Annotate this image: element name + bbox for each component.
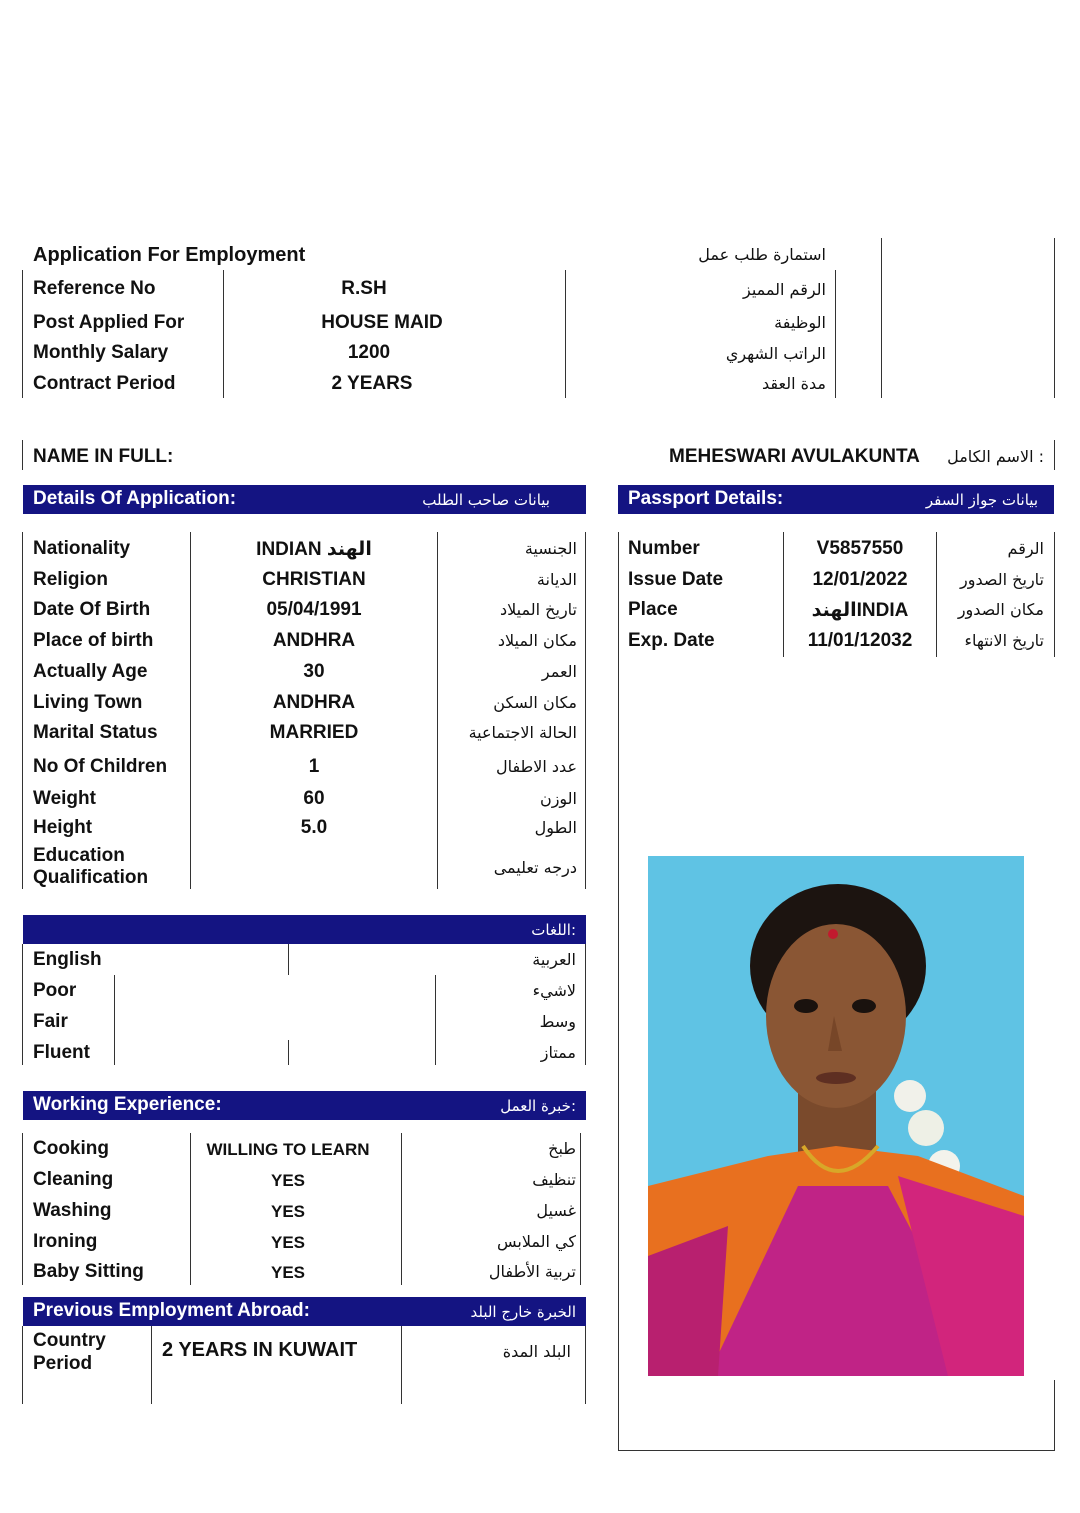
passport-row-label-ar: مكان الصدور [957, 600, 1044, 619]
passport-row-label: Number [628, 538, 700, 559]
details-row-label: Place of birth [33, 630, 154, 651]
experience-row-label-ar: تربية الأطفال [488, 1262, 576, 1281]
passport-row-value: V5857550 [816, 538, 904, 559]
name-label: NAME IN FULL: [33, 446, 174, 467]
details-row-value: 30 [303, 661, 325, 682]
experience-row-value: YES [270, 1171, 306, 1190]
passport-row-label-ar: تاريخ الصدور [960, 570, 1044, 589]
details-row-label: Weight [33, 788, 96, 809]
experience-title-ar: خبرة العمل: [500, 1097, 576, 1115]
abroad-title: Previous Employment Abroad: [33, 1300, 310, 1321]
passport-row-label: Issue Date [628, 569, 724, 590]
language-header-label: English [33, 949, 102, 970]
details-title-ar: بيانات صاحب الطلب [422, 491, 550, 509]
languages-header-bar [23, 915, 586, 944]
language-level-label-ar: لاشيء [532, 981, 576, 1000]
abroad-label-ar: البلد المدة [502, 1342, 571, 1361]
details-row-label-ar: مكان السكن [493, 693, 577, 712]
experience-row-label: Washing [33, 1200, 112, 1221]
details-row-label: Living Town [33, 692, 143, 713]
experience-header-bar [23, 1091, 586, 1120]
abroad-value: 2 YEARS IN KUWAIT [162, 1339, 358, 1361]
details-header-bar [23, 485, 586, 514]
experience-row-value: YES [270, 1233, 306, 1252]
details-row-label-ar: تاريخ الميلاد [500, 600, 577, 619]
contract-label-ar: مدة العقد [762, 374, 826, 393]
abroad-title-ar: الخبرة خارج البلد [470, 1303, 576, 1321]
experience-row-label-ar: كي الملابس [496, 1232, 576, 1251]
post-label: Post Applied For [33, 312, 185, 333]
details-row-label-ar: العمر [541, 662, 577, 681]
experience-row-label: Baby Sitting [33, 1261, 144, 1282]
details-row-value: ANDHRA [272, 692, 356, 713]
post-value: HOUSE MAID [321, 312, 443, 333]
languages-title-ar: اللغات: [531, 921, 576, 939]
contract-label: Contract Period [33, 373, 176, 394]
name-label-ar: : الاسم الكامل [947, 447, 1044, 466]
abroad-label-line2: Period [33, 1353, 93, 1374]
details-row-label: No Of Children [33, 756, 168, 777]
passport-title-ar: بيانات جواز السفر [925, 491, 1038, 509]
details-row-label-ar: الجنسية [524, 539, 577, 558]
form-title: Application For Employment [33, 244, 306, 266]
language-level-label: Fluent [33, 1042, 90, 1063]
passport-row-label-ar: تاريخ الانتهاء [964, 631, 1044, 650]
passport-header-bar [618, 485, 1054, 514]
details-row-value: ANDHRA [272, 630, 356, 651]
education-label-ar: درجه تعليمى [493, 858, 577, 877]
passport-row-value: 12/01/2022 [812, 569, 908, 590]
details-row-label-ar: الطول [534, 818, 577, 837]
reference-value: R.SH [341, 278, 387, 299]
details-row-value: 05/04/1991 [266, 599, 362, 620]
passport-row-value: الهندINDIA [811, 600, 909, 621]
salary-label: Monthly Salary [33, 342, 169, 363]
experience-row-label-ar: تنظيف [532, 1170, 576, 1189]
details-row-value: 5.0 [300, 817, 328, 838]
language-level-label: Fair [33, 1011, 68, 1032]
details-row-value: 60 [303, 788, 325, 809]
passport-title: Passport Details: [628, 488, 784, 509]
experience-row-label-ar: غسيل [536, 1201, 576, 1220]
experience-row-value: WILLING TO LEARN [206, 1140, 370, 1159]
reference-label: Reference No [33, 278, 156, 299]
details-title: Details Of Application: [33, 488, 237, 509]
abroad-label [33, 1329, 106, 1375]
experience-row-label: Ironing [33, 1231, 98, 1252]
passport-row-value: 11/01/12032 [807, 630, 913, 651]
language-level-label: Poor [33, 980, 77, 1001]
education-label-line1: Education [33, 845, 125, 866]
details-row-label-ar: مكان الميلاد [497, 631, 577, 650]
details-row-value: 1 [308, 756, 320, 777]
details-row-label: Date Of Birth [33, 599, 151, 620]
language-level-label-ar: وسط [539, 1012, 576, 1031]
passport-row-label: Exp. Date [628, 630, 715, 651]
details-row-label: Height [33, 817, 93, 838]
form-title-ar: استمارة طلب عمل [698, 245, 826, 264]
details-row-value: INDIAN الهند [256, 539, 372, 560]
experience-row-label: Cleaning [33, 1169, 114, 1190]
salary-label-ar: الراتب الشهري [725, 344, 826, 363]
details-row-label-ar: الديانة [536, 570, 577, 589]
applicant-photo [648, 856, 1024, 1376]
language-header-ar: العربية [532, 950, 576, 969]
salary-value: 1200 [347, 342, 391, 363]
passport-row-label-ar: الرقم [1007, 539, 1044, 558]
abroad-label-line1: Country [33, 1330, 106, 1351]
experience-title: Working Experience: [33, 1094, 222, 1115]
details-row-label: Religion [33, 569, 108, 590]
details-row-label-ar: الوزن [539, 789, 577, 808]
details-row-label: Actually Age [33, 661, 148, 682]
details-row-value: MARRIED [269, 722, 359, 743]
education-label-line2: Qualification [33, 867, 149, 888]
abroad-header-bar [23, 1297, 586, 1326]
experience-row-value: YES [270, 1263, 306, 1282]
details-row-label-ar: الحالة الاجتماعية [468, 723, 577, 742]
name-value: MEHESWARI AVULAKUNTA [669, 446, 920, 467]
experience-row-label: Cooking [33, 1138, 109, 1159]
experience-row-value: YES [270, 1202, 306, 1221]
post-label-ar: الوظيفة [774, 313, 826, 332]
contract-value: 2 YEARS [331, 373, 413, 394]
details-row-value: CHRISTIAN [262, 569, 366, 590]
passport-row-label: Place [628, 599, 678, 620]
reference-label-ar: الرقم المميز [742, 280, 826, 299]
details-row-label: Marital Status [33, 722, 158, 743]
details-row-label: Nationality [33, 538, 131, 559]
education-label [33, 845, 148, 889]
language-level-label-ar: ممتاز [540, 1043, 576, 1062]
experience-row-label-ar: طبخ [548, 1139, 576, 1158]
details-row-label-ar: عدد الاطفال [495, 757, 577, 776]
